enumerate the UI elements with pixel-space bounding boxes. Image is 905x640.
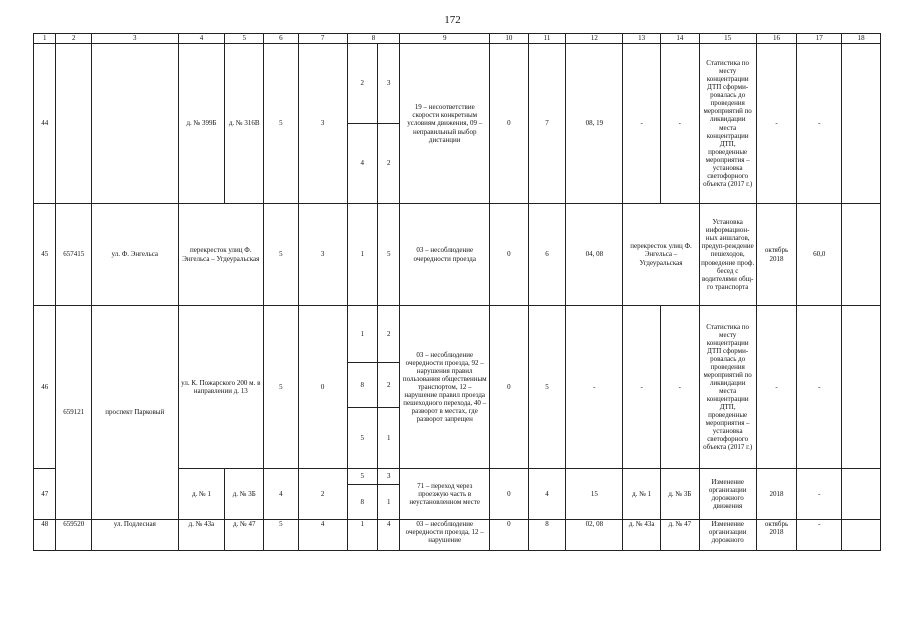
table-row [34, 44, 881, 124]
cell-c14: - [661, 306, 700, 469]
cell-c11: 7 [528, 44, 566, 204]
cell-c6: 4 [264, 469, 299, 520]
cell-c8a: 4 [347, 124, 378, 204]
cell-c17: - [797, 306, 842, 469]
col-header: 15 [699, 34, 756, 44]
cell-c14: д. № 3Б [661, 469, 700, 520]
cell-c18 [842, 306, 881, 469]
cell-location-from: д. № 1 [178, 469, 225, 520]
col-header: 14 [661, 34, 700, 44]
cell-code: 657415 [56, 204, 92, 306]
cell-c8a: 1 [347, 204, 378, 306]
cell-c7: 2 [298, 469, 347, 520]
cell-c14: д. № 47 [661, 520, 700, 551]
cell-location-to: д. № 47 [225, 520, 264, 551]
table-row [34, 204, 881, 306]
col-header: 11 [528, 34, 566, 44]
cell-c16: октябрь 2018 [756, 520, 797, 551]
cell-c11: 6 [528, 204, 566, 306]
cell-location-to: д. № 316В [225, 44, 264, 204]
col-header: 9 [400, 34, 490, 44]
cell-c10: 0 [490, 44, 529, 204]
cell-c16: октябрь 2018 [756, 204, 797, 306]
cell-c16: - [756, 44, 797, 204]
cell-code: 659520 [56, 520, 92, 551]
cell-c7: 0 [298, 306, 347, 469]
cell-c11: 8 [528, 520, 566, 551]
cell-street: ул. Подлесная [92, 520, 179, 551]
cell-c7: 4 [298, 520, 347, 551]
cell-c17: - [797, 469, 842, 520]
cell-c8a: 5 [347, 408, 378, 469]
col-header: 16 [756, 34, 797, 44]
cell-measures: Статистика по месту концентрации ДТП сформи-ровалась до проведения мероприятий по ликвидации места концентрации ДТП, проведенные мероприятия – установка светофорного объекта (2017 г.) [699, 306, 756, 469]
cell-violation-causes: 71 – переход через проезжую часть в неустановленном месте [400, 469, 490, 520]
cell-c12: 08, 19 [566, 44, 623, 204]
col-header: 10 [490, 34, 529, 44]
row-number: 47 [34, 469, 56, 520]
cell-c8a: 8 [347, 363, 378, 408]
cell-c18 [842, 204, 881, 306]
table-row [34, 520, 881, 551]
col-header: 8 [347, 34, 400, 44]
cell-c8b: 3 [378, 44, 400, 124]
col-header: 3 [92, 34, 179, 44]
row-number: 48 [34, 520, 56, 551]
cell-c18 [842, 520, 881, 551]
cell-street: проспект Парковый [92, 306, 179, 520]
cell-c12: 02, 08 [566, 520, 623, 551]
cell-c6: 5 [264, 44, 299, 204]
cell-c16: - [756, 306, 797, 469]
cell-measures: Установка информацион-ных аншлагов, предуп-реждение пешеходов, проведение проф. бесед с водителями общ-го транспорта [699, 204, 756, 306]
cell-c17: - [797, 520, 842, 551]
cell-c17: - [797, 44, 842, 204]
cell-c6: 5 [264, 306, 299, 469]
cell-c13: д. № 1 [623, 469, 661, 520]
row-number: 45 [34, 204, 56, 306]
col-header: 4 [178, 34, 225, 44]
cell-c13: перекресток улиц Ф. Энгельса – Угдеуральская [623, 204, 699, 306]
cell-c10: 0 [490, 520, 529, 551]
cell-code: 659121 [56, 306, 92, 520]
cell-c14: - [661, 44, 700, 204]
cell-c8b: 2 [378, 363, 400, 408]
cell-c8a: 1 [347, 520, 378, 551]
cell-measures: Изменение организации дорожного движения [699, 469, 756, 520]
cell-code [56, 44, 92, 204]
cell-c10: 0 [490, 204, 529, 306]
col-header: 5 [225, 34, 264, 44]
cell-c11: 5 [528, 306, 566, 469]
cell-c10: 0 [490, 469, 529, 520]
row-number: 46 [34, 306, 56, 469]
row-number: 44 [34, 44, 56, 204]
cell-c8a: 2 [347, 44, 378, 124]
cell-c8b: 3 [378, 469, 400, 485]
col-header: 6 [264, 34, 299, 44]
cell-location-from: д. № 43а [178, 520, 225, 551]
cell-c10: 0 [490, 306, 529, 469]
cell-c8b: 4 [378, 520, 400, 551]
cell-measures: Статистика по месту концентрации ДТП сформи-ровалась до проведения мероприятий по ликвидации места концентрации ДТП, проведенные мероприятия – установка светофорного объекта (2017 г.) [699, 44, 756, 204]
cell-measures: Изменение организации дорожного [699, 520, 756, 551]
cell-c13: д. № 43а [623, 520, 661, 551]
cell-c18 [842, 44, 881, 204]
col-header: 1 [34, 34, 56, 44]
cell-c8a: 5 [347, 469, 378, 485]
cell-location-from: д. № 399Б [178, 44, 225, 204]
cell-c11: 4 [528, 469, 566, 520]
cell-c8b: 1 [378, 485, 400, 520]
col-header: 12 [566, 34, 623, 44]
cell-c13: - [623, 306, 661, 469]
cell-c12: - [566, 306, 623, 469]
col-header: 13 [623, 34, 661, 44]
col-header: 7 [298, 34, 347, 44]
cell-c16: 2018 [756, 469, 797, 520]
page-number: 172 [444, 14, 461, 26]
cell-violation-causes: 03 – несоблюдение очередности проезда, 12 – нарушение [400, 520, 490, 551]
cell-c8a: 1 [347, 306, 378, 363]
cell-c8b: 2 [378, 124, 400, 204]
cell-violation-causes: 19 – несоответствие скорости конкретным условиям движения, 09 – неправильный выбор дистанции [400, 44, 490, 204]
cell-c7: 3 [298, 44, 347, 204]
road-accident-table [33, 33, 881, 551]
col-header: 18 [842, 34, 881, 44]
cell-street [92, 44, 179, 204]
cell-location: перекресток улиц Ф. Энгельса – Угдеуральская [178, 204, 264, 306]
cell-c8b: 5 [378, 204, 400, 306]
cell-street: ул. Ф. Энгельса [92, 204, 179, 306]
cell-location-to: д. № 3Б [225, 469, 264, 520]
cell-location: ул. К. Пожарского 200 м. в направлении д. 13 [178, 306, 264, 469]
cell-c18 [842, 469, 881, 520]
table-row [34, 306, 881, 363]
cell-c8b: 1 [378, 408, 400, 469]
cell-c7: 3 [298, 204, 347, 306]
cell-c12: 04, 08 [566, 204, 623, 306]
cell-violation-causes: 03 – несоблюдение очередности проезда, 92 – нарушения правил пользования общественным транспортом, 12 – нарушение правил проезда пешеходного перехода, 40 – разворот в местах, где разворот запрещен [400, 306, 490, 469]
cell-c6: 5 [264, 204, 299, 306]
cell-violation-causes: 03 – несоблюдение очередности проезда [400, 204, 490, 306]
cell-c13: - [623, 44, 661, 204]
cell-c6: 5 [264, 520, 299, 551]
col-header: 2 [56, 34, 92, 44]
cell-c8b: 2 [378, 306, 400, 363]
column-number-row [34, 34, 881, 44]
cell-c12: 15 [566, 469, 623, 520]
cell-c8a: 8 [347, 485, 378, 520]
cell-c17: 60,0 [797, 204, 842, 306]
col-header: 17 [797, 34, 842, 44]
